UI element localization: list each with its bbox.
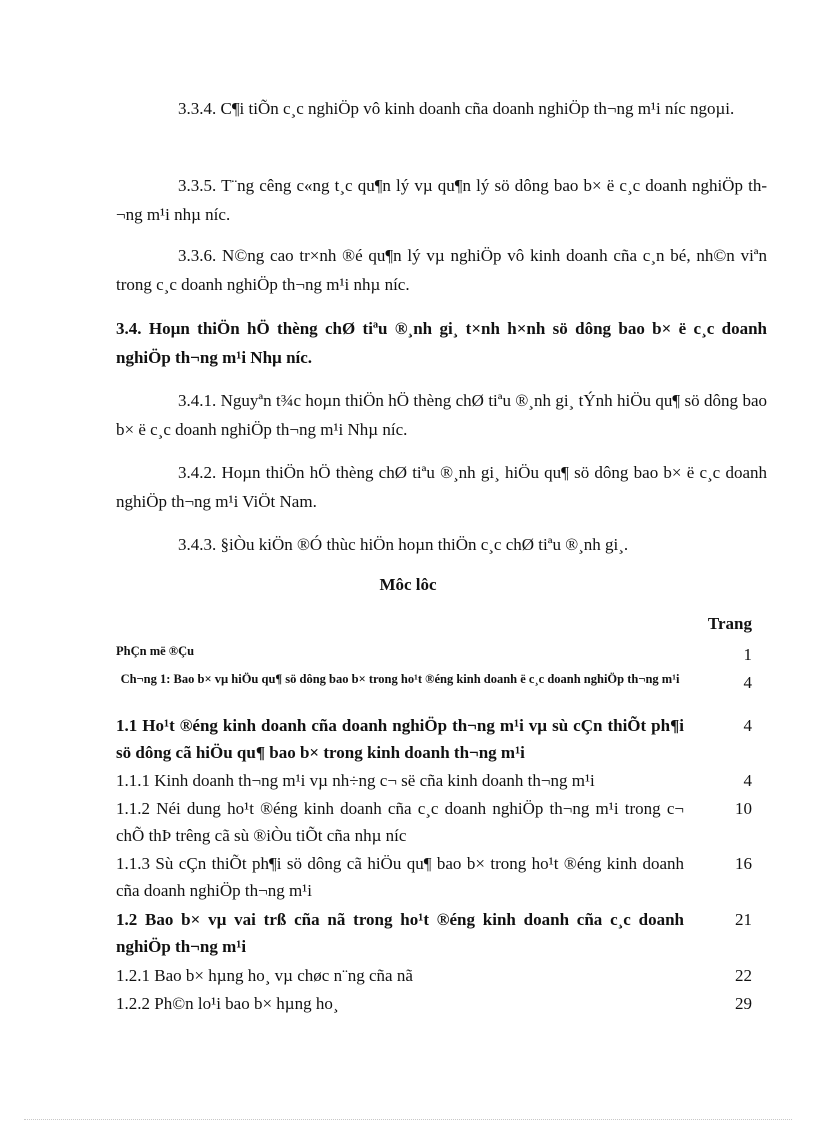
toc-entry-page: 21 bbox=[735, 910, 752, 929]
toc-entry-page: 4 bbox=[743, 771, 752, 790]
section-3-4-3: 3.4.3. §iÒu kiÖn ®Ó thùc hiÖn hoµn thiÖn c¸c chØ tiªu ®¸nh gi¸. bbox=[178, 535, 629, 554]
toc-entry-text: 1.2.2 Ph©n lo¹i bao b× hµng ho¸ bbox=[116, 994, 339, 1013]
toc-entry[interactable] bbox=[116, 990, 752, 1017]
toc-page-header: Trang bbox=[707, 614, 752, 633]
section-3-4-2: 3.4.2. Hoµn thiÖn hÖ thèng chØ tiªu ®¸nh gi¸ hiÖu qu¶ sö dông bao b× ë c¸c doanh nghiÖp th¬ng m¹i ViÖt Nam. bbox=[116, 463, 767, 511]
section-3-4-heading: 3.4. Hoµn thiÖn hÖ thèng chØ tiªu ®¸nh gi¸ t×nh h×nh sö dông bao b× ë c¸c doanh nghiÖp th¬ng m¹i Nhµ níc. bbox=[116, 319, 767, 367]
toc-entry-page: 10 bbox=[735, 799, 752, 818]
toc-entry-text: 1.1.1 Kinh doanh th¬ng m¹i vµ nh÷ng c¬ së cña kinh doanh th¬ng m¹i bbox=[116, 771, 595, 790]
section-3-3-4: 3.3.4. C¶i tiÕn c¸c nghiÖp vô kinh doanh cña doanh nghiÖp th¬ng m¹i níc ngoµi. bbox=[178, 99, 735, 118]
section-3-3-5: 3.3.5. T¨ng cêng c«ng t¸c qu¶n lý vµ qu¶n lý sö dông bao b× ë c¸c doanh nghiÖp th¬ng m¹i nhµ níc. bbox=[116, 176, 767, 224]
toc-entry-text: 1.2 Bao b× vµ vai trß cña nã trong ho¹t ®éng kinh doanh cña c¸c doanh nghiÖp th¬ng m¹i bbox=[116, 910, 684, 956]
toc-entry-text: 1.1 Ho¹t ®éng kinh doanh cña doanh nghiÖp th¬ng m¹i vµ sù cÇn thiÕt ph¶i sö dông cã hiÖu qu¶ bao b× trong kinh doanh th¬ng m¹i bbox=[116, 716, 684, 762]
toc-entry-text: Ch¬ng 1: Bao b× vµ hiÖu qu¶ sö dông bao b× trong ho¹t ®éng kinh doanh ë c¸c doanh nghiÖp th¬ng m¹i bbox=[120, 672, 680, 686]
toc-entry-page: 22 bbox=[735, 966, 752, 985]
toc-entry[interactable] bbox=[116, 962, 752, 989]
toc-entry[interactable] bbox=[116, 669, 752, 713]
section-3-3-6: 3.3.6. N©ng cao tr×nh ®é qu¶n lý vµ nghiÖp vô kinh doanh cña c¸n bé, nh©n viªn trong c¸c doanh nghiÖp th¬ng m¹i nhµ níc. bbox=[116, 246, 767, 294]
toc-entry-page: 16 bbox=[735, 854, 752, 873]
toc-entry-page: 4 bbox=[743, 673, 752, 692]
toc-entry-page: 29 bbox=[735, 994, 752, 1013]
toc-entry-text: PhÇn më ®Çu bbox=[116, 644, 195, 658]
toc-entry[interactable] bbox=[116, 641, 752, 665]
toc-entry-text: 1.2.1 Bao b× hµng ho¸ vµ chøc n¨ng cña nã bbox=[116, 966, 413, 985]
toc-entry[interactable] bbox=[116, 906, 752, 962]
toc-entry-page: 1 bbox=[743, 645, 752, 664]
toc-entry[interactable] bbox=[116, 850, 752, 906]
toc-title: Môc lôc bbox=[379, 575, 437, 594]
toc-entry[interactable] bbox=[116, 767, 752, 794]
toc-entry[interactable] bbox=[116, 712, 752, 768]
toc-entry-page: 4 bbox=[743, 716, 752, 735]
page-bottom-dotted-rule bbox=[24, 1119, 792, 1121]
toc-entry-text: 1.1.3 Sù cÇn thiÕt ph¶i sö dông cã hiÖu qu¶ bao b× trong ho¹t ®éng kinh doanh cña doanh nghiÖp th¬ng m¹i bbox=[116, 854, 684, 900]
toc-entry-text: 1.1.2 Néi dung ho¹t ®éng kinh doanh cña c¸c doanh nghiÖp th¬ng m¹i trong c¬ chÕ thÞ trêng cã sù ®iÒu tiÕt cña nhµ níc bbox=[116, 799, 684, 845]
section-3-4-1: 3.4.1. Nguyªn t¾c hoµn thiÖn hÖ thèng chØ tiªu ®¸nh gi¸ tÝnh hiÖu qu¶ sö dông bao b× ë c¸c doanh nghiÖp th¬ng m¹i Nhµ níc. bbox=[116, 391, 767, 439]
toc-entry[interactable] bbox=[116, 795, 752, 851]
